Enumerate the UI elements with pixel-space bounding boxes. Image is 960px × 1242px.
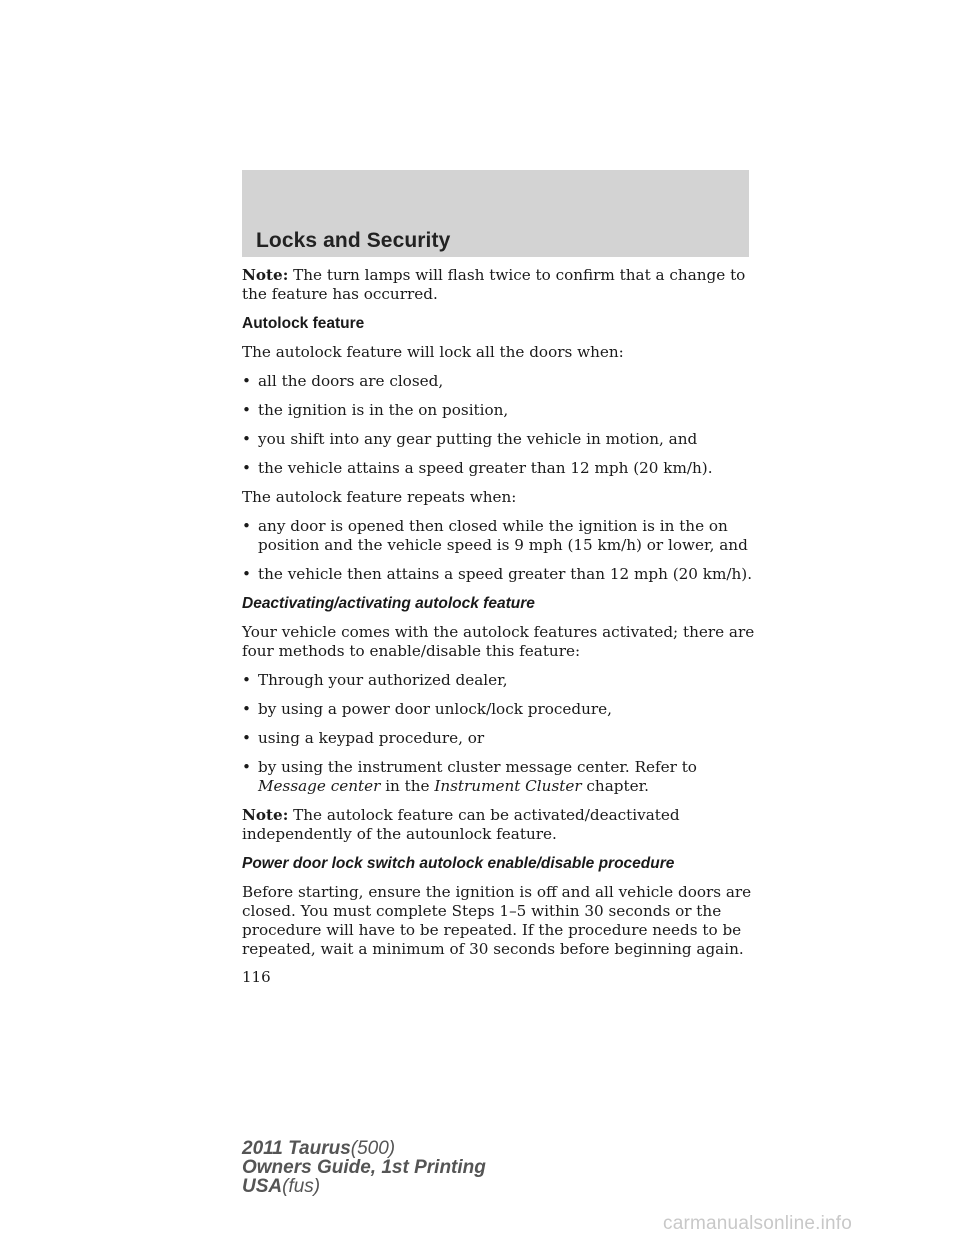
list-item-text: the vehicle attains a speed greater than 12 mph (20 km/h). (258, 459, 713, 477)
cross-reference-instrument-cluster: Instrument Cluster (434, 777, 582, 795)
list-item-text: Through your authorized dealer, (258, 671, 508, 689)
list-item-text: the ignition is in the on position, (258, 401, 509, 419)
method4-suffix: chapter. (586, 777, 649, 795)
print-footer (242, 1139, 486, 1196)
bullet-icon: • (242, 517, 251, 535)
list-item-text: any door is opened then closed while the ignition is in the on position and the vehicle speed is 9 mph (15 km/h) or lower, and (258, 517, 748, 554)
heading-autolock-feature: Autolock feature (242, 315, 365, 332)
section-title: Locks and Security (256, 229, 451, 252)
list-item (242, 565, 757, 584)
page-body (242, 266, 757, 969)
list-item (242, 401, 757, 420)
footer-market-code: (fus) (282, 1176, 321, 1197)
list-item (242, 459, 757, 478)
note-label: Note: (242, 806, 289, 824)
list-item (242, 700, 757, 719)
bullet-icon: • (242, 729, 251, 747)
method4-prefix: by using the instrument cluster message center. Refer to (258, 758, 697, 776)
heading-deactivating-autolock: Deactivating/activating autolock feature (242, 595, 535, 612)
note-label: Note: (242, 266, 289, 284)
bullet-icon: • (242, 758, 251, 776)
footer-market: USA (242, 1176, 283, 1197)
list-item (242, 671, 757, 690)
footer-line-market (242, 1177, 486, 1196)
footer-edition: Owners Guide, 1st Printing (242, 1157, 486, 1178)
page-number: 116 (242, 968, 271, 986)
bullet-icon: • (242, 700, 251, 718)
cross-reference-message-center: Message center (258, 777, 381, 795)
autolock-intro: The autolock feature will lock all the doors when: (242, 343, 624, 361)
procedure-text: Before starting, ensure the ignition is off and all vehicle doors are closed. You must complete Steps 1–5 within 30 seconds or the procedure will have to be repeated. If the procedure needs to be repeated, wait a minimum of 30 seconds before beginning again. (242, 883, 752, 958)
list-item-text: by using a power door unlock/lock procedure, (258, 700, 612, 718)
deactivate-intro: Your vehicle comes with the autolock features activated; there are four methods to enable/disable this feature: (242, 623, 755, 660)
list-item-text: the vehicle then attains a speed greater than 12 mph (20 km/h). (258, 565, 753, 583)
bullet-icon: • (242, 459, 251, 477)
note-turn-lamps (242, 266, 757, 304)
site-watermark: carmanualsonline.info (663, 1213, 853, 1234)
list-item (242, 517, 757, 555)
bullet-icon: • (242, 401, 251, 419)
method4-mid: in the (385, 777, 430, 795)
note-autounlock (242, 806, 757, 844)
bullet-icon: • (242, 671, 251, 689)
list-item (242, 372, 757, 391)
list-item (242, 758, 757, 796)
list-item-text: you shift into any gear putting the vehicle in motion, and (258, 430, 698, 448)
list-item-text: all the doors are closed, (258, 372, 444, 390)
heading-power-door-lock-procedure: Power door lock switch autolock enable/disable procedure (242, 855, 675, 872)
bullet-icon: • (242, 565, 251, 583)
note-text: The autolock feature can be activated/deactivated independently of the autounlock feature. (242, 806, 680, 843)
footer-line-model (242, 1139, 486, 1158)
bullet-icon: • (242, 372, 251, 390)
repeat-intro: The autolock feature repeats when: (242, 488, 517, 506)
bullet-icon: • (242, 430, 251, 448)
footer-model: 2011 Taurus (242, 1138, 351, 1159)
note-text: The turn lamps will flash twice to confirm that a change to the feature has occurred. (242, 266, 746, 303)
list-item (242, 430, 757, 449)
footer-model-code: (500) (350, 1138, 396, 1159)
list-item (242, 729, 757, 748)
list-item-text: using a keypad procedure, or (258, 729, 485, 747)
